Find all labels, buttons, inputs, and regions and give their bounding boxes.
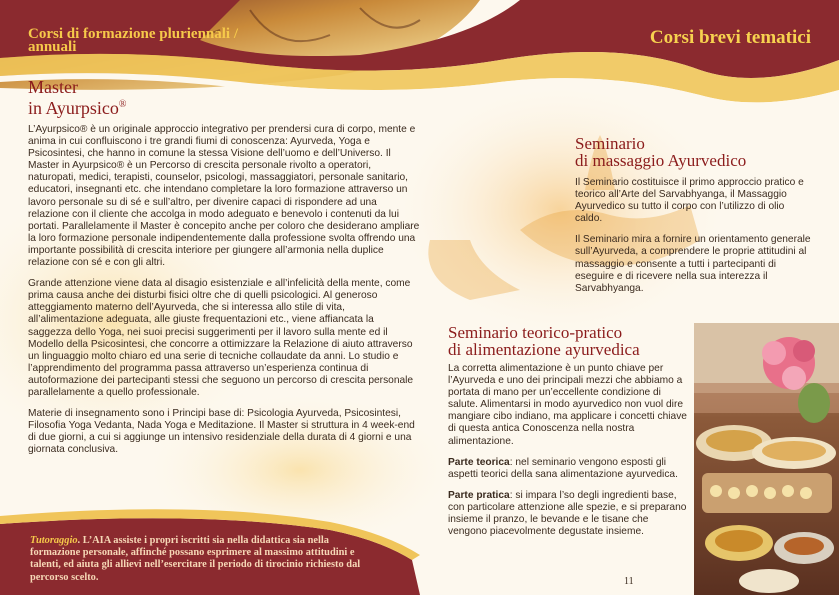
massaggio-title-line1: Seminario [575,134,645,153]
alimentazione-intro: La corretta alimentazione è un punto chiave per l’Ayurveda e uno dei principali mezzi che abbiamo a portata di mano per un’eccellente condizione di salute. Alimentarsi in modo ayurvedico non vuol dire mangiare cibo indiano, ma applicare i concetti chiave di questa antica Conoscenza nella nostra alimentazione. [448,363,687,447]
tutoring-text: . L’AIA assiste i propri iscritti sia nella didattica sia nella formazione personale, affinché possano esprimere al massimo attitudini e talenti, ed aiuta gli allievi nell’esercitare il periodo di tirocinio richiesto dal percorso scelto. [30,535,361,583]
registered-mark: ® [118,99,127,110]
master-title-line1: Master [28,77,78,97]
master-paragraph: L’Ayurpsico® è un originale approccio integrativo per prendersi cura di corpo, mente e anima in cui confluiscono i tre grandi fiumi di conoscenza: Ayurveda, Yoga e Psicosintesi, che hanno in comune la stessa Visione dell’uomo e dell’Universo. Il Master in Ayurpsico® è un Percorso di crescita personale rivolto a operatori, naturopati, medici, terapisti, counselor, psicologi, massaggiatori, personale sanitario, educatori, insegnanti etc. che intendano completare la loro formazione attraverso un lavoro personale su di sé e sull’altro, per divenire capaci di rispondere ad una relazione con il cliente che accolga in modo adeguato e benevolo i contenuti da lui portati. Parallelamente il Master è concepito anche per coloro che desiderano ampliare la loro formazione personale indipendentemente dalla professione svolta offrendo una importante possibilità di crescita interiore per giungere all’armonia nella duplice relazione con sé e con gli altri. [28,124,420,269]
alimentazione-teoria [448,457,688,481]
pratica-text: : si impara l’so degli ingredienti base, con particolare attenzione alle spezie, e si preparano insieme il pranzo, le bevande e le tisane che vengono piacevolmente degustate insieme. [448,489,687,538]
massaggio-title-line2: di massaggio Ayurvedico [575,151,747,170]
master-paragraph: Materie di insegnamento sono i Principi base di: Psicologia Ayurveda, Psicosintesi, Filosofia Yoga Vedanta, Nada Yoga e Meditazione. Il Master si struttura in 4 week-end di due giorni, a cui si aggiunge un intensivo residenziale della durata di 4 giorni e una giornata conclusiva. [28,408,415,456]
massaggio-title [575,135,746,169]
master-body [28,124,420,465]
master-title [28,78,126,117]
teoria-label: Parte teorica [448,456,510,468]
teoria-text: : nel seminario vengono esposti gli aspetti teorici della sana alimentazione ayurvedica. [448,456,678,480]
master-title-line2: in Ayurpsico [28,98,119,118]
alimentazione-body [448,363,688,547]
pratica-label: Parte pratica [448,489,510,501]
alimentazione-pratica [448,490,688,538]
massaggio-paragraph: Il Seminario mira a fornire un orientamento generale sull’Ayurveda, a comprendere le proprie attitudini al massaggio e consente a tutti i partecipanti di eseguire e di ricevere nella sua interezza il Sarvabhyanga. [575,234,811,294]
header-right-title: Corsi brevi tematici [649,27,811,48]
page-number: 11 [624,576,634,587]
massaggio-body [575,177,813,304]
header-left-title: Corsi di formazione pluriennali / annuali [28,26,238,55]
alimentazione-title-line1: Seminario teorico-pratico [448,323,623,342]
tutoring-label: Tutoraggio [30,535,78,546]
food-photo [694,323,839,595]
alimentazione-title-line2: di alimentazione ayurvedica [448,340,640,359]
alimentazione-title [448,324,640,358]
tutoring-note [30,535,375,584]
massaggio-paragraph: Il Seminario costituisce il primo approccio pratico e teorico all’Arte del Sarvabhyanga, il Massaggio Ayurvedico su tutto il corpo con l’utilizzo di olio caldo. [575,177,804,225]
master-paragraph: Grande attenzione viene data al disagio esistenziale e all’infelicità della mente, come prima causa anche dei disturbi fisici oltre che di quelli psicologici. Al generoso atteggiamento materno dell’Ayurveda, che si interessa allo stile di vita, all’alimentazione adeguata, alle giuste frequentazioni etc., viene affiancata la saggezza dello Yoga, nei suoi precisi suggerimenti per il lavoro sulla mente ed il Modello della Psicosintesi, che concorre a ottimizzare la Relazione di aiuto attraverso un linguaggio molto chiaro ed una serie di tecniche collaudate da anni. Lo studio e l’apprendimento del programma passa attraverso un’esperienza continua di autoformazione dei partecipanti stessi che seguono un percorso di crescita personale parallelamente a quello professionale. [28,278,414,398]
